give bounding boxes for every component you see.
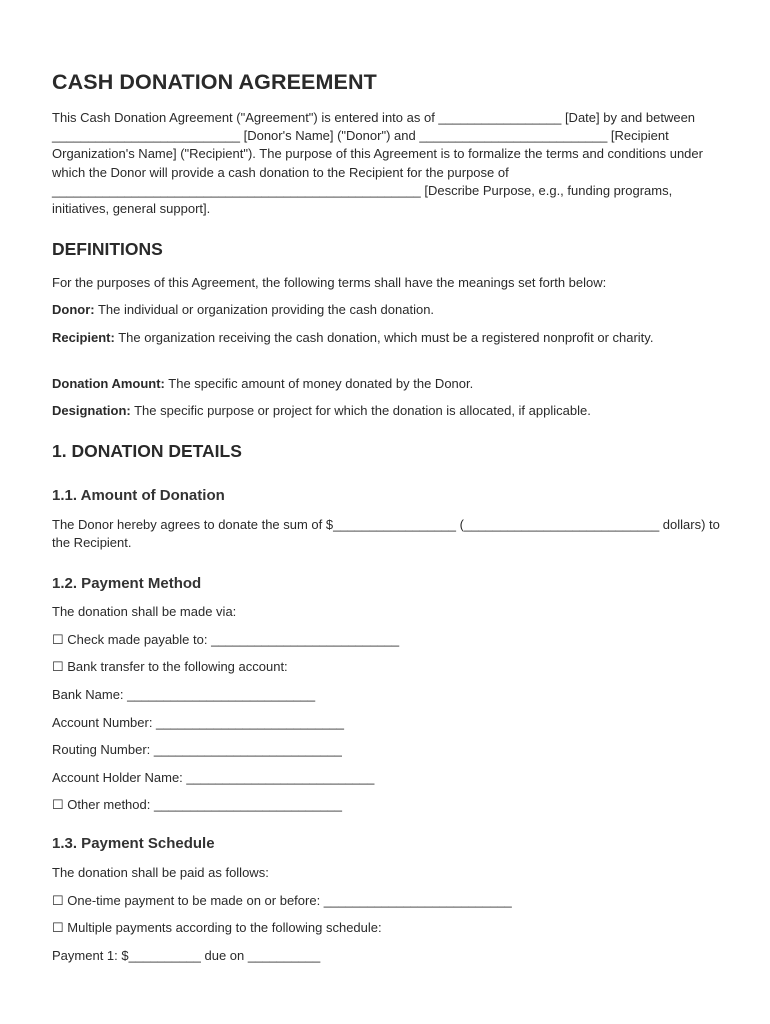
multiple-payments-option: ☐ Multiple payments according to the following schedule: — [52, 920, 382, 935]
account-holder-field: Account Holder Name: __________________________ — [52, 770, 375, 785]
payment-schedule-heading: 1.3. Payment Schedule — [52, 835, 215, 852]
definitions-heading: DEFINITIONS — [52, 239, 163, 259]
amount-text: The Donor hereby agrees to donate the sum of $_________________ (___________________________ dollars) to the Recipient. — [52, 517, 720, 551]
bank-transfer-option: ☐ Bank transfer to the following account: — [52, 659, 288, 674]
intro-paragraph: This Cash Donation Agreement ("Agreement") is entered into as of _________________ [Date] by and between __________________________ [Donor's Name] ("Donor") and __________________________ [Recipient Organization's Name] ("Recipient"). The purpose of this Agreement is to formalize the terms and conditions under which the Donor will provide a cash donation to the Recipient for the purpose of ___________________________________________________ [Describe Purpose, e.g., funding programs, initiatives, general support]. — [52, 110, 703, 217]
payment-method-lead: The donation shall be made via: — [52, 604, 237, 619]
document-title: CASH DONATION AGREEMENT — [52, 70, 377, 94]
definition-text: The individual or organization providing the cash donation. — [94, 302, 435, 317]
amount-heading: 1.1. Amount of Donation — [52, 487, 225, 504]
check-option: ☐ Check made payable to: __________________________ — [52, 632, 400, 647]
definition-donation-amount — [52, 375, 724, 393]
account-number-field: Account Number: __________________________ — [52, 715, 345, 730]
one-time-payment-option: ☐ One-time payment to be made on or before: __________________________ — [52, 893, 512, 908]
payment-method-heading: 1.2. Payment Method — [52, 575, 202, 592]
definition-donor — [52, 301, 724, 319]
payment-schedule-lead: The donation shall be paid as follows: — [52, 865, 269, 880]
definition-term: Donor: — [52, 302, 95, 317]
section1-heading: 1. DONATION DETAILS — [52, 441, 242, 461]
definition-term: Donation Amount: — [52, 376, 165, 391]
routing-number-field: Routing Number: __________________________ — [52, 742, 342, 757]
other-method-option: ☐ Other method: __________________________ — [52, 797, 342, 812]
definition-text: The specific amount of money donated by the Donor. — [164, 376, 474, 391]
definition-text: The specific purpose or project for which the donation is allocated, if applicable. — [130, 403, 591, 418]
definition-term: Recipient: — [52, 330, 115, 345]
definition-designation — [52, 402, 724, 420]
payment-1-field: Payment 1: $__________ due on __________ — [52, 948, 321, 963]
definition-recipient — [52, 329, 724, 347]
definitions-lead: For the purposes of this Agreement, the following terms shall have the meanings set forth below: — [52, 275, 607, 290]
definition-term: Designation: — [52, 403, 131, 418]
bank-name-field: Bank Name: __________________________ — [52, 687, 316, 702]
definition-text: The organization receiving the cash donation, which must be a registered nonprofit or charity. — [114, 330, 654, 345]
